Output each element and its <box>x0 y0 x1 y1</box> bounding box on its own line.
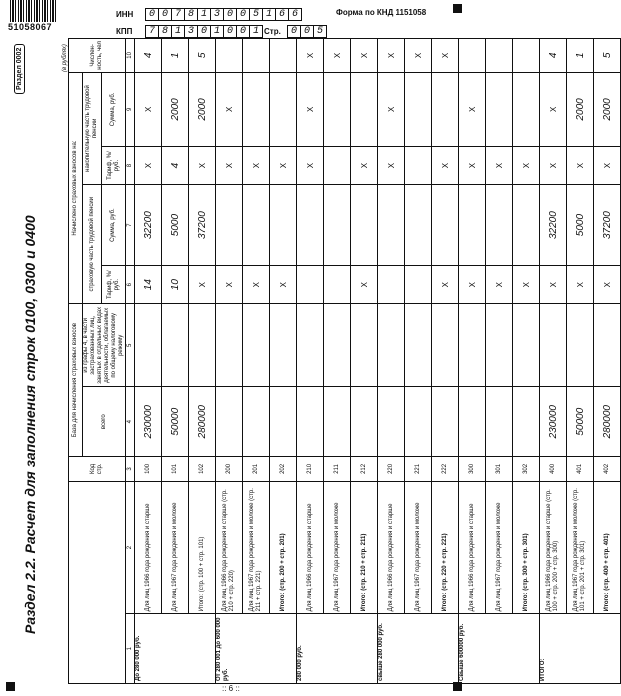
page-field[interactable] <box>288 25 327 38</box>
value-cell-fund-sum[interactable] <box>270 72 297 146</box>
table-row <box>567 39 594 684</box>
row-code: 101 <box>162 457 189 482</box>
crossed-cell: X <box>189 266 216 304</box>
value-cell-base[interactable] <box>513 387 540 457</box>
group-label: От 280 001 до 600 000 руб. <box>216 614 297 684</box>
table-row <box>270 39 297 684</box>
row-description: Для лиц 1967 года рождения и моложе (стр. 211 + стр. 221) <box>243 481 270 614</box>
digit-cell[interactable]: 6 <box>275 8 289 21</box>
crossed-cell: X <box>243 146 270 184</box>
value-cell-fund-sum[interactable] <box>405 72 432 146</box>
header-base-total: всего <box>83 387 126 457</box>
crossed-cell: X <box>432 266 459 304</box>
row-description: Итого: (стр. 300 + стр. 301) <box>513 481 540 614</box>
row-description: Для лиц 1967 года рождения и моложе <box>162 481 189 614</box>
value-cell-part[interactable] <box>486 304 513 387</box>
row-description: Итого: (стр. 210 + стр. 211) <box>351 481 378 614</box>
row-description: Для лиц 1967 года рождения и моложе <box>486 481 513 614</box>
digit-cell[interactable]: 0 <box>197 25 211 38</box>
barcode <box>10 0 56 22</box>
value-cell-ins-sum[interactable] <box>270 185 297 266</box>
page-label: Стр. <box>264 27 281 36</box>
crossed-cell: X <box>270 146 297 184</box>
table-row <box>378 39 405 684</box>
digit-cell[interactable]: 0 <box>287 25 301 38</box>
table-row <box>486 39 513 684</box>
digit-cell[interactable]: 0 <box>300 25 314 38</box>
row-code: 400 <box>540 457 567 482</box>
value-cell-fund-sum[interactable] <box>351 72 378 146</box>
section-title: Раздел 2.2. Расчет для заполнения строк 0100, 0300 и 0400 <box>22 215 38 634</box>
header-count: Числен-ность, чел <box>69 39 126 73</box>
crossed-cell: X <box>216 266 243 304</box>
value-cell-part[interactable] <box>324 304 351 387</box>
table-row <box>405 39 432 684</box>
value-cell-ins-sum[interactable]: 37200 <box>594 185 621 266</box>
inn-field[interactable] <box>146 8 302 21</box>
crossed-cell: X <box>594 266 621 304</box>
value-cell-count[interactable]: 4 <box>135 39 162 73</box>
crossed-cell: X <box>513 146 540 184</box>
digit-cell[interactable]: 3 <box>184 25 198 38</box>
value-cell-base[interactable] <box>324 387 351 457</box>
rotated-section <box>12 38 613 684</box>
value-cell-ins-rate[interactable] <box>378 266 405 304</box>
value-cell-ins-sum[interactable] <box>324 185 351 266</box>
header-sum: Сумма, руб. <box>102 72 126 146</box>
table-row <box>135 39 162 684</box>
value-cell-count[interactable] <box>216 39 243 73</box>
value-cell-part[interactable] <box>405 304 432 387</box>
crossed-cell: X <box>567 146 594 184</box>
digit-cell[interactable]: 1 <box>197 8 211 21</box>
header-accrued: Начислено страховых взносов на: <box>69 72 83 303</box>
digit-cell[interactable]: 8 <box>184 8 198 21</box>
value-cell-base[interactable] <box>351 387 378 457</box>
row-description: Для лиц 1966 года рождения и старше <box>297 481 324 614</box>
row-description: Для лиц 1966 года рождения и старше (стр. 210 + стр. 220) <box>216 481 243 614</box>
crossed-cell: X <box>135 146 162 184</box>
value-cell-base[interactable]: 230000 <box>135 387 162 457</box>
crossed-cell: X <box>540 72 567 146</box>
value-cell-ins-rate[interactable] <box>297 266 324 304</box>
crossed-cell: X <box>216 72 243 146</box>
value-cell-base[interactable] <box>216 387 243 457</box>
value-cell-part[interactable] <box>594 304 621 387</box>
crossed-cell: X <box>297 39 324 73</box>
calc-table <box>68 38 621 684</box>
value-cell-ins-sum[interactable] <box>243 185 270 266</box>
table-row <box>459 39 486 684</box>
table-row <box>513 39 540 684</box>
header-empty <box>69 481 126 683</box>
digit-cell[interactable]: 7 <box>171 8 185 21</box>
value-cell-base[interactable] <box>297 387 324 457</box>
crossed-cell: X <box>243 266 270 304</box>
column-number: 8 <box>126 146 135 184</box>
crossed-cell: X <box>486 266 513 304</box>
value-cell-base[interactable] <box>243 387 270 457</box>
crossed-cell: X <box>459 72 486 146</box>
value-cell-part[interactable] <box>567 304 594 387</box>
column-number: 1 <box>126 614 135 684</box>
value-cell-part[interactable] <box>459 304 486 387</box>
row-code: 222 <box>432 457 459 482</box>
digit-cell[interactable]: 0 <box>223 25 237 38</box>
table-row <box>540 39 567 684</box>
digit-cell[interactable]: 5 <box>313 25 327 38</box>
header-funded: накопительную часть трудовой пенсии <box>83 72 102 184</box>
crossed-cell: X <box>135 72 162 146</box>
column-number: 4 <box>126 387 135 457</box>
row-description: Итого: (стр. 400 + стр. 401) <box>594 481 621 614</box>
group-label: До 280 000 руб. <box>135 614 216 684</box>
value-cell-ins-sum[interactable] <box>459 185 486 266</box>
column-number: 6 <box>126 266 135 304</box>
row-description: Итого: (стр. 200 + стр. 201) <box>270 481 297 614</box>
column-number: 3 <box>126 457 135 482</box>
value-cell-part[interactable] <box>540 304 567 387</box>
value-cell-base[interactable]: 50000 <box>567 387 594 457</box>
crossed-cell: X <box>432 39 459 73</box>
digit-cell[interactable]: 6 <box>288 8 302 21</box>
crossed-cell: X <box>351 266 378 304</box>
value-cell-part[interactable] <box>513 304 540 387</box>
value-cell-part[interactable] <box>432 304 459 387</box>
value-cell-ins-rate[interactable]: 10 <box>162 266 189 304</box>
value-cell-fund-rate[interactable] <box>405 146 432 184</box>
table-row <box>216 39 243 684</box>
value-cell-fund-sum[interactable] <box>432 72 459 146</box>
row-description: Для лиц 1966 года рождения и старше <box>378 481 405 614</box>
digit-cell[interactable]: 1 <box>249 25 263 38</box>
crossed-cell: X <box>378 72 405 146</box>
crossed-cell: X <box>324 39 351 73</box>
value-cell-fund-sum[interactable] <box>243 72 270 146</box>
value-cell-part[interactable] <box>162 304 189 387</box>
table-row <box>324 39 351 684</box>
value-cell-base[interactable]: 230000 <box>540 387 567 457</box>
crossed-cell: X <box>513 266 540 304</box>
value-cell-ins-sum[interactable]: 5000 <box>567 185 594 266</box>
digit-cell[interactable]: 0 <box>223 8 237 21</box>
crossed-cell: X <box>297 72 324 146</box>
crossed-cell: X <box>351 39 378 73</box>
value-cell-ins-sum[interactable] <box>216 185 243 266</box>
digit-cell[interactable]: 0 <box>236 25 250 38</box>
value-cell-ins-sum[interactable] <box>513 185 540 266</box>
row-code: 221 <box>405 457 432 482</box>
header-rate: Тариф, %/руб. <box>102 266 126 304</box>
digit-cell[interactable]: 8 <box>158 25 172 38</box>
table-row <box>594 39 621 684</box>
row-description: Для лиц 1966 года рождения и старше <box>459 481 486 614</box>
group-label: Свыше 600000 руб. <box>459 614 540 684</box>
value-cell-base[interactable] <box>486 387 513 457</box>
value-cell-count[interactable] <box>270 39 297 73</box>
value-cell-fund-sum[interactable]: 2000 <box>162 72 189 146</box>
digit-cell[interactable]: 0 <box>236 8 250 21</box>
value-cell-ins-sum[interactable]: 32200 <box>540 185 567 266</box>
row-code: 202 <box>270 457 297 482</box>
table-row <box>297 39 324 684</box>
digit-cell[interactable]: 3 <box>210 8 224 21</box>
row-code: 211 <box>324 457 351 482</box>
value-cell-count[interactable]: 5 <box>594 39 621 73</box>
header-base: База для начисления страховых взносов <box>69 304 83 457</box>
kpp-label: КПП <box>116 27 133 36</box>
value-cell-base[interactable] <box>405 387 432 457</box>
row-code: 300 <box>459 457 486 482</box>
value-cell-ins-sum[interactable] <box>351 185 378 266</box>
header-sum: Сумма, руб. <box>102 185 126 266</box>
digit-cell[interactable]: 0 <box>145 8 159 21</box>
header-insurance: страховую часть трудовой пенсии <box>83 185 102 304</box>
table-row <box>189 39 216 684</box>
value-cell-base[interactable] <box>378 387 405 457</box>
row-description: Для лиц 1966 года рождения и старше <box>135 481 162 614</box>
crossed-cell: X <box>378 39 405 73</box>
value-cell-ins-sum[interactable]: 37200 <box>189 185 216 266</box>
row-description: Для лиц 1967 года рождения и моложе <box>405 481 432 614</box>
crossed-cell: X <box>216 146 243 184</box>
digit-cell[interactable]: 1 <box>210 25 224 38</box>
crossed-cell: X <box>540 266 567 304</box>
value-cell-count[interactable] <box>513 39 540 73</box>
row-code: 100 <box>135 457 162 482</box>
row-description: Итого: (стр. 100 + стр. 101) <box>189 481 216 614</box>
value-cell-ins-rate[interactable] <box>324 266 351 304</box>
value-cell-count[interactable]: 5 <box>189 39 216 73</box>
crossed-cell: X <box>486 146 513 184</box>
value-cell-ins-rate[interactable] <box>405 266 432 304</box>
value-cell-part[interactable] <box>270 304 297 387</box>
value-cell-part[interactable] <box>378 304 405 387</box>
row-description: Для лиц 1967 года рождения и моложе <box>324 481 351 614</box>
value-cell-base[interactable] <box>459 387 486 457</box>
value-cell-count[interactable] <box>243 39 270 73</box>
value-cell-count[interactable] <box>486 39 513 73</box>
crossed-cell: X <box>351 146 378 184</box>
row-code: 201 <box>243 457 270 482</box>
section-badge: Раздел 0002 <box>14 44 25 94</box>
digit-cell[interactable]: 0 <box>158 8 172 21</box>
value-cell-fund-sum[interactable] <box>486 72 513 146</box>
kpp-field[interactable] <box>146 25 263 38</box>
column-number: 10 <box>126 39 135 73</box>
table-row <box>243 39 270 684</box>
value-cell-fund-sum[interactable] <box>324 72 351 146</box>
row-code: 200 <box>216 457 243 482</box>
row-code: 302 <box>513 457 540 482</box>
value-cell-fund-sum[interactable]: 2000 <box>189 72 216 146</box>
value-cell-ins-sum[interactable]: 32200 <box>135 185 162 266</box>
digit-cell[interactable]: 5 <box>249 8 263 21</box>
corner-marker <box>453 4 462 13</box>
row-code: 210 <box>297 457 324 482</box>
unit-label: (в рублях) <box>62 44 68 72</box>
row-code: 401 <box>567 457 594 482</box>
crossed-cell: X <box>270 266 297 304</box>
value-cell-ins-sum[interactable]: 5000 <box>162 185 189 266</box>
row-code: 402 <box>594 457 621 482</box>
digit-cell[interactable]: 1 <box>262 8 276 21</box>
column-number: 7 <box>126 185 135 266</box>
inn-label: ИНН <box>116 10 134 19</box>
value-cell-part[interactable] <box>297 304 324 387</box>
value-cell-fund-sum[interactable] <box>513 72 540 146</box>
crossed-cell: X <box>189 146 216 184</box>
value-cell-part[interactable] <box>135 304 162 387</box>
value-cell-base[interactable]: 50000 <box>162 387 189 457</box>
header-code: Код стр. <box>69 457 126 482</box>
group-label: 280 000 руб. <box>297 614 378 684</box>
value-cell-ins-sum[interactable] <box>297 185 324 266</box>
value-cell-base[interactable] <box>270 387 297 457</box>
row-description: Итого: (стр. 220 + стр. 221) <box>432 481 459 614</box>
value-cell-count[interactable]: 4 <box>540 39 567 73</box>
header-rate: Тариф, %/руб. <box>102 146 126 184</box>
crossed-cell: X <box>594 146 621 184</box>
row-description: Для лиц 1966 года рождения и старше (стр. 100 + стр. 200 + стр. 300) <box>540 481 567 614</box>
value-cell-ins-sum[interactable] <box>432 185 459 266</box>
crossed-cell: X <box>540 146 567 184</box>
crossed-cell: X <box>567 266 594 304</box>
value-cell-count[interactable]: 1 <box>567 39 594 73</box>
group-label: свыше 280 000 руб. <box>378 614 459 684</box>
value-cell-base[interactable] <box>432 387 459 457</box>
value-cell-base[interactable]: 280000 <box>594 387 621 457</box>
value-cell-part[interactable] <box>216 304 243 387</box>
value-cell-count[interactable]: 1 <box>162 39 189 73</box>
row-description: Для лиц 1967 года рождения и моложе (стр. 101 + стр. 201 + стр. 301) <box>567 481 594 614</box>
digit-cell[interactable]: 7 <box>145 25 159 38</box>
crossed-cell: X <box>432 146 459 184</box>
value-cell-ins-sum[interactable] <box>486 185 513 266</box>
value-cell-part[interactable] <box>351 304 378 387</box>
row-code: 102 <box>189 457 216 482</box>
value-cell-ins-sum[interactable] <box>378 185 405 266</box>
value-cell-fund-sum[interactable]: 2000 <box>567 72 594 146</box>
value-cell-fund-rate[interactable] <box>324 146 351 184</box>
value-cell-ins-rate[interactable]: 14 <box>135 266 162 304</box>
barcode-number: 51058067 <box>8 22 53 32</box>
row-code: 301 <box>486 457 513 482</box>
group-label: ИТОГО: <box>540 614 621 684</box>
table-row <box>162 39 189 684</box>
crossed-cell: X <box>297 146 324 184</box>
value-cell-fund-rate[interactable]: 4 <box>162 146 189 184</box>
value-cell-fund-sum[interactable]: 2000 <box>594 72 621 146</box>
form-code: Форма по КНД 1151058 <box>336 8 427 17</box>
value-cell-ins-sum[interactable] <box>405 185 432 266</box>
column-numbers-row <box>126 39 135 684</box>
value-cell-part[interactable] <box>189 304 216 387</box>
row-code: 212 <box>351 457 378 482</box>
crossed-cell: X <box>405 39 432 73</box>
header-base-part: из графы 4, в части застрахованных лиц, занятых в отдельных видах деятельности, облагаемых по общему налоговому режиму <box>83 304 126 387</box>
table-row <box>351 39 378 684</box>
value-cell-count[interactable] <box>459 39 486 73</box>
crossed-cell: X <box>378 146 405 184</box>
digit-cell[interactable]: 1 <box>171 25 185 38</box>
table-row <box>432 39 459 684</box>
crossed-cell: X <box>459 146 486 184</box>
value-cell-base[interactable]: 280000 <box>189 387 216 457</box>
column-number: 9 <box>126 72 135 146</box>
crossed-cell: X <box>459 266 486 304</box>
column-number: 5 <box>126 304 135 387</box>
page-number: :: 6 :: <box>222 684 240 693</box>
row-code: 220 <box>378 457 405 482</box>
value-cell-part[interactable] <box>243 304 270 387</box>
column-number: 2 <box>126 481 135 614</box>
